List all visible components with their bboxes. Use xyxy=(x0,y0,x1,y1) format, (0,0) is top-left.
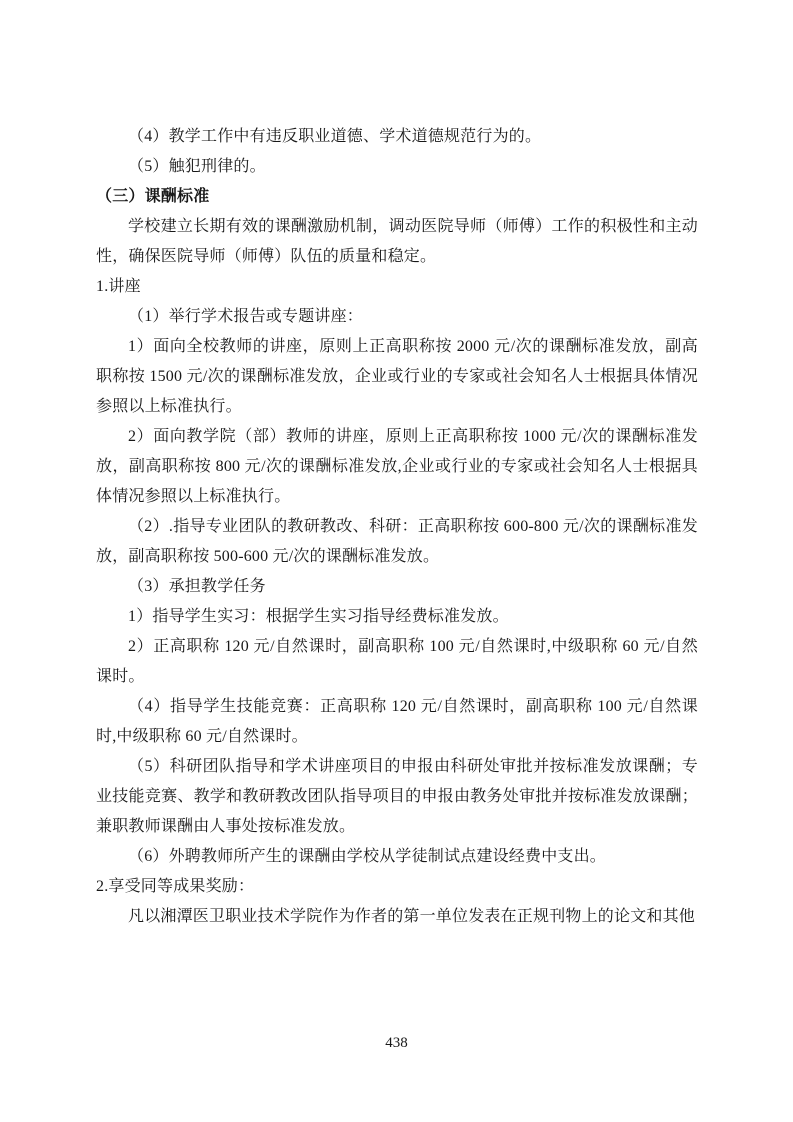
paragraph-class-hour-rates: 2）正高职称 120 元/自然课时，副高职称 100 元/自然课时,中级职称 60 元/自然课时。 xyxy=(96,638,698,685)
paragraph-department-lecture: 2）面向教学院（部）教师的讲座，原则上正高职称按 1000 元/次的课酬标准发放，副高职称按 800 元/次的课酬标准发放,企业或行业的专家或社会知名人士根据具体情况参照以上标准执行。 xyxy=(96,428,698,505)
paragraph-internship-guidance: 1）指导学生实习：根据学生实习指导经费标准发放。 xyxy=(128,608,509,625)
paragraph-external-teachers: （6）外聘教师所产生的课酬由学校从学徒制试点建设经费中支出。 xyxy=(128,848,607,865)
paragraph-approval-process: （5）科研团队指导和学术讲座项目的申报由科研处审批并按标准发放课酬；专业技能竞赛、教学和教研教改团队指导项目的申报由教务处审批并按标准发放课酬；兼职教师课酬由人事处按标准发放。 xyxy=(96,758,698,835)
paragraph-school-wide-lecture: 1）面向全校教师的讲座，原则上正高职称按 2000 元/次的课酬标准发放，副高职称按 1500 元/次的课酬标准发放，企业或行业的专家或社会知名人士根据具体情况参照以上标准执行。 xyxy=(96,338,698,415)
paragraph-publication-rewards: 凡以湘潭医卫职业技术学院作为作者的第一单位发表在正规刊物上的论文和其他 xyxy=(128,908,696,925)
paragraph-academic-report: （1）举行学术报告或专题讲座： xyxy=(128,308,364,325)
list-item-1-lecture: 1.讲座 xyxy=(96,278,141,295)
list-item-2-equal-rewards: 2.享受同等成果奖励： xyxy=(96,878,255,895)
paragraph-team-research: （2）.指导专业团队的教研教改、科研：正高职称按 600-800 元/次的课酬标准发放，副高职称按 500-600 元/次的课酬标准发放。 xyxy=(96,518,698,565)
section-heading-remuneration: （三）课酬标准 xyxy=(96,188,210,205)
paragraph-item-4-violation: （4）教学工作中有违反职业道德、学术道德规范行为的。 xyxy=(128,128,542,145)
paragraph-skills-competition: （4）指导学生技能竞赛：正高职称 120 元/自然课时，副高职称 100 元/自然课时,中级职称 60 元/自然课时。 xyxy=(96,698,698,745)
paragraph-teaching-tasks: （3）承担教学任务 xyxy=(128,578,266,595)
paragraph-intro-incentive: 学校建立长期有效的课酬激励机制，调动医院导师（师傅）工作的积极性和主动性，确保医院导师（师傅）队伍的质量和稳定。 xyxy=(96,218,698,265)
paragraph-item-5-criminal: （5）触犯刑律的。 xyxy=(128,158,266,175)
document-content xyxy=(96,122,698,932)
page-number: 438 xyxy=(385,1035,408,1051)
